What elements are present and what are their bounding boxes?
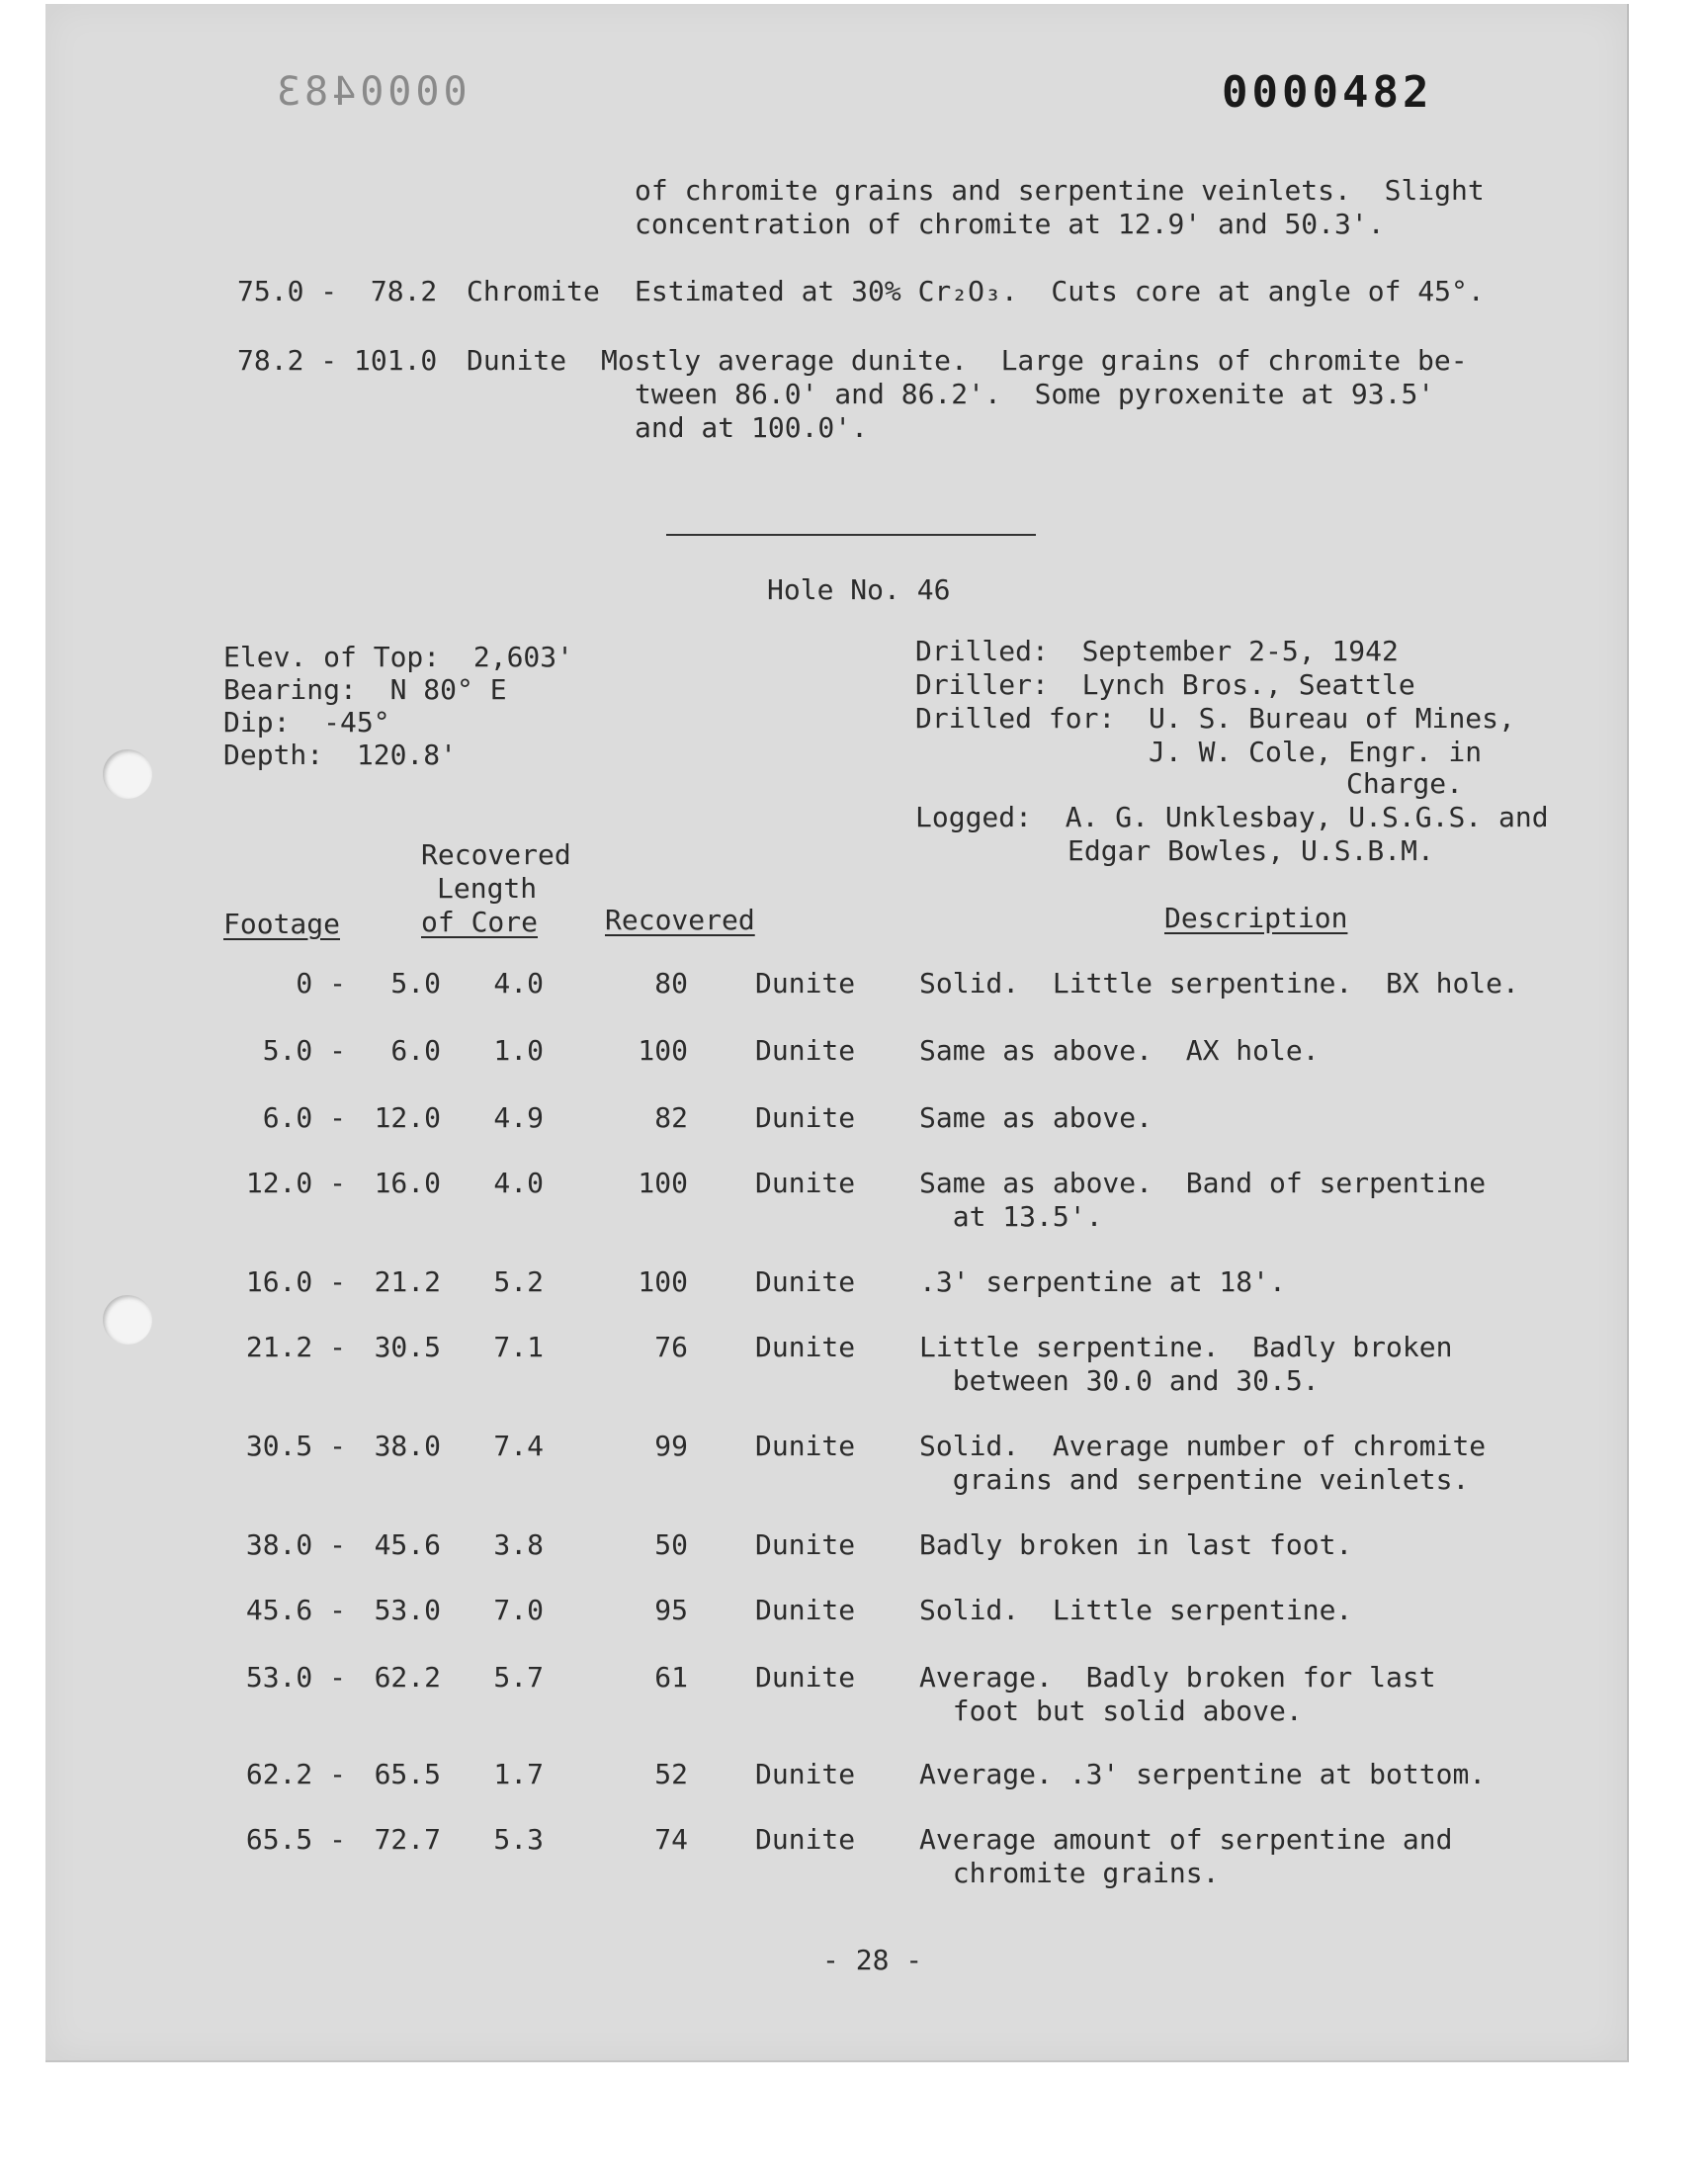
description-line: Badly broken in last foot. <box>919 1528 1353 1561</box>
footage-to: 72.7 <box>374 1823 441 1856</box>
percent-recovered: 100 <box>638 1167 688 1199</box>
prev-entry-range: 75.0 - 78.2 <box>237 275 438 307</box>
percent-recovered: 82 <box>654 1101 688 1134</box>
meta-line: Elev. of Top: 2,603' <box>223 641 574 673</box>
header-recovered-length-1: Recovered <box>421 838 571 871</box>
core-length: 4.9 <box>493 1101 544 1134</box>
binder-hole <box>103 1295 152 1345</box>
footage-to: 6.0 <box>390 1034 441 1067</box>
description-line: Same as above. <box>919 1101 1153 1134</box>
rock-type: Dunite <box>755 1331 856 1363</box>
description-line: Same as above. Band of serpentine <box>919 1167 1487 1199</box>
percent-recovered: 74 <box>654 1823 688 1856</box>
prev-entry-rock: Dunite <box>467 344 567 377</box>
prev-entry-desc-line: Mostly average dunite. Large grains of chromite be- <box>601 344 1468 377</box>
footage-from: 6.0 - <box>262 1101 346 1134</box>
meta-line: Dip: -45° <box>223 706 390 739</box>
core-length: 7.1 <box>493 1331 544 1363</box>
rock-type: Dunite <box>755 1594 856 1626</box>
description-line: Little serpentine. Badly broken <box>919 1331 1453 1363</box>
prev-entry-range: 78.2 - 101.0 <box>237 344 438 377</box>
description-line: Average amount of serpentine and <box>919 1823 1453 1856</box>
footage-from: 5.0 - <box>262 1034 346 1067</box>
meta-line: Logged: A. G. Unklesbay, U.S.G.S. and <box>915 801 1549 833</box>
prev-entry-rock: Chromite <box>467 275 600 307</box>
percent-recovered: 99 <box>654 1430 688 1462</box>
header-description: Description <box>1164 902 1348 934</box>
footage-from: 21.2 - <box>245 1331 346 1363</box>
hole-title: Hole No. 46 <box>767 573 951 606</box>
percent-recovered: 52 <box>654 1758 688 1790</box>
footage-to: 53.0 <box>374 1594 441 1626</box>
percent-recovered: 100 <box>638 1034 688 1067</box>
core-length: 7.0 <box>493 1594 544 1626</box>
continued-line: concentration of chromite at 12.9' and 50.3'. <box>635 208 1385 240</box>
footage-from: 0 - <box>296 967 346 1000</box>
footage-to: 30.5 <box>374 1331 441 1363</box>
document-page <box>45 4 1629 2062</box>
percent-recovered: 95 <box>654 1594 688 1626</box>
rock-type: Dunite <box>755 967 856 1000</box>
header-recovered-length-2: Length <box>437 872 538 905</box>
footage-from: 62.2 - <box>245 1758 346 1790</box>
meta-line: J. W. Cole, Engr. in <box>1149 736 1483 768</box>
mirrored-stamp: 0000483 <box>273 69 468 115</box>
core-length: 5.3 <box>493 1823 544 1856</box>
core-length: 1.0 <box>493 1034 544 1067</box>
core-length: 3.8 <box>493 1528 544 1561</box>
footage-to: 38.0 <box>374 1430 441 1462</box>
footage-to: 65.5 <box>374 1758 441 1790</box>
footage-to: 21.2 <box>374 1265 441 1298</box>
description-line: at 13.5'. <box>919 1200 1103 1233</box>
meta-line: Driller: Lynch Bros., Seattle <box>915 668 1415 701</box>
meta-line: Edgar Bowles, U.S.B.M. <box>1068 834 1434 867</box>
prev-entry-desc-line: tween 86.0' and 86.2'. Some pyroxenite at 93.5' <box>635 378 1435 410</box>
meta-line: Drilled for: U. S. Bureau of Mines, <box>915 702 1515 735</box>
rock-type: Dunite <box>755 1101 856 1134</box>
footage-from: 53.0 - <box>245 1661 346 1694</box>
footage-to: 45.6 <box>374 1528 441 1561</box>
percent-recovered: 61 <box>654 1661 688 1694</box>
rock-type: Dunite <box>755 1034 856 1067</box>
footage-from: 65.5 - <box>245 1823 346 1856</box>
footage-from: 12.0 - <box>245 1167 346 1199</box>
description-line: foot but solid above. <box>919 1695 1303 1727</box>
footage-from: 45.6 - <box>245 1594 346 1626</box>
footage-to: 5.0 <box>390 967 441 1000</box>
footage-to: 12.0 <box>374 1101 441 1134</box>
header-recovered-length-3: of Core <box>421 906 539 938</box>
description-line: between 30.0 and 30.5. <box>919 1364 1320 1397</box>
meta-line: Drilled: September 2-5, 1942 <box>915 635 1399 667</box>
description-line: Same as above. AX hole. <box>919 1034 1320 1067</box>
description-line: Solid. Little serpentine. <box>919 1594 1353 1626</box>
percent-recovered: 76 <box>654 1331 688 1363</box>
header-footage: Footage <box>223 908 341 940</box>
binder-hole <box>103 749 152 799</box>
meta-line: Depth: 120.8' <box>223 739 458 771</box>
description-line: Average. .3' serpentine at bottom. <box>919 1758 1487 1790</box>
description-line: Solid. Little serpentine. BX hole. <box>919 967 1519 1000</box>
header-recovered: Recovered <box>605 904 755 936</box>
description-line: Average. Badly broken for last <box>919 1661 1436 1694</box>
core-length: 4.0 <box>493 1167 544 1199</box>
description-line: chromite grains. <box>919 1857 1220 1889</box>
footage-from: 38.0 - <box>245 1528 346 1561</box>
percent-recovered: 50 <box>654 1528 688 1561</box>
core-length: 4.0 <box>493 967 544 1000</box>
section-divider <box>666 534 1036 536</box>
rock-type: Dunite <box>755 1661 856 1694</box>
percent-recovered: 80 <box>654 967 688 1000</box>
description-line: .3' serpentine at 18'. <box>919 1265 1286 1298</box>
prev-entry-desc-line: and at 100.0'. <box>635 411 869 444</box>
core-length: 1.7 <box>493 1758 544 1790</box>
document-number: 0000482 <box>1222 67 1433 118</box>
rock-type: Dunite <box>755 1758 856 1790</box>
footage-from: 30.5 - <box>245 1430 346 1462</box>
footage-to: 16.0 <box>374 1167 441 1199</box>
rock-type: Dunite <box>755 1823 856 1856</box>
rock-type: Dunite <box>755 1528 856 1561</box>
footage-from: 16.0 - <box>245 1265 346 1298</box>
meta-line: Charge. <box>1346 767 1464 800</box>
meta-line: Bearing: N 80° E <box>223 673 507 706</box>
percent-recovered: 100 <box>638 1265 688 1298</box>
core-length: 5.7 <box>493 1661 544 1694</box>
rock-type: Dunite <box>755 1430 856 1462</box>
continued-line: of chromite grains and serpentine veinlets. Slight <box>635 174 1485 207</box>
rock-type: Dunite <box>755 1265 856 1298</box>
description-line: Solid. Average number of chromite <box>919 1430 1487 1462</box>
rock-type: Dunite <box>755 1167 856 1199</box>
core-length: 7.4 <box>493 1430 544 1462</box>
footage-to: 62.2 <box>374 1661 441 1694</box>
page-number: - 28 - <box>822 1944 923 1976</box>
prev-entry-desc-line: Estimated at 30% Cr₂O₃. Cuts core at angle of 45°. <box>635 275 1485 307</box>
description-line: grains and serpentine veinlets. <box>919 1463 1470 1496</box>
core-length: 5.2 <box>493 1265 544 1298</box>
